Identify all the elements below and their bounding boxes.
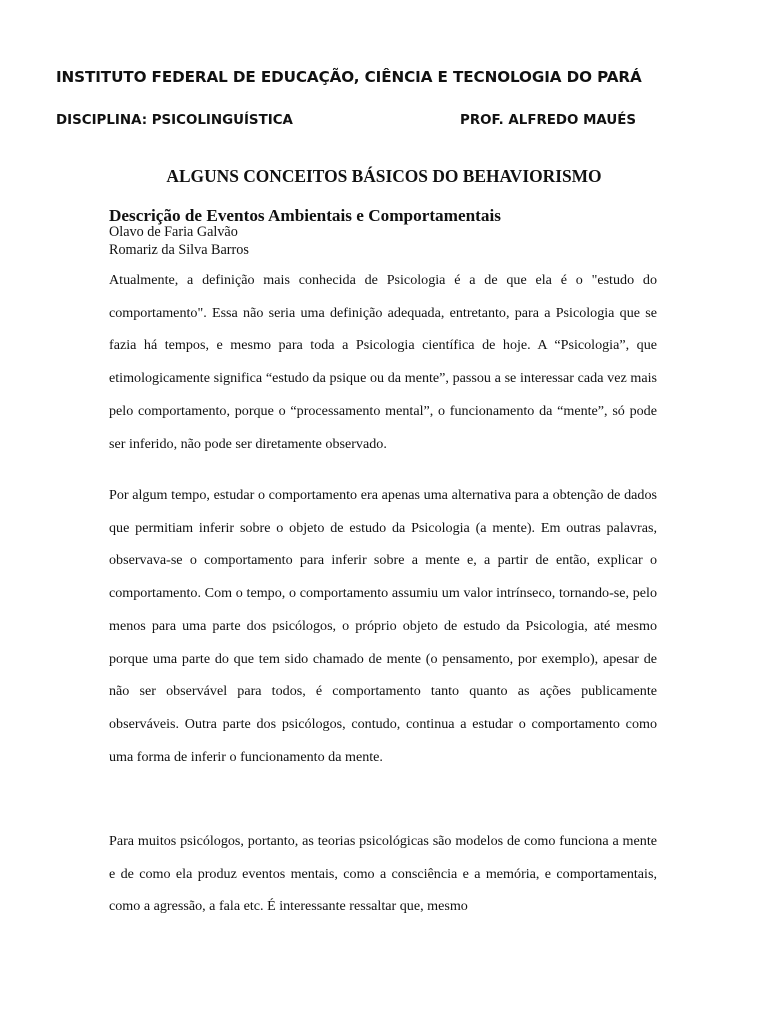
author-name: Olavo de Faria Galvão (109, 224, 238, 240)
body-paragraph: Atualmente, a definição mais conhecida de Psicologia é a de que ela é o "estudo do comportamento". Essa não seria uma definição adequada, entretanto, para a Psicologia que se fazia há tempos, e mesmo para toda a Psicologia científica de hoje. A “Psicologia”, que etimologicamente significa “estudo da psique ou da mente”, passou a se interessar cada vez mais pelo comportamento, porque o “processamento mental”, o funcionamento da “mente”, só pode ser inferido, não pode ser diretamente observado. (109, 272, 657, 452)
discipline-row (56, 113, 656, 128)
institution-heading: INSTITUTO FEDERAL DE EDUCAÇÃO, CIÊNCIA E TECNOLOGIA DO PARÁ (56, 68, 642, 86)
body-paragraph: Por algum tempo, estudar o comportamento era apenas uma alternativa para a obtenção de dados que permitiam inferir sobre o objeto de estudo da Psicologia (a mente). Em outras palavras, observava-se o comportamento para inferir sobre a mente e, a partir de então, explicar o comportamento. Com o tempo, o comportamento assumiu um valor intrínseco, tornando-se, pelo menos para uma parte dos psicólogos, o próprio objeto de estudo da Psicologia, até mesmo porque uma parte do que tem sido chamado de mente (o pensamento, por exemplo), apesar de não ser observável para todos, é comportamento tanto quanto as ações publicamente observáveis. Outra parte dos psicólogos, contudo, continua a estudar o comportamento como uma forma de inferir o funcionamento da mente. (109, 487, 657, 765)
professor-label: PROF. ALFREDO MAUÉS (460, 113, 637, 128)
author-name: Romariz da Silva Barros (109, 242, 249, 258)
discipline-label: DISCIPLINA: PSICOLINGUÍSTICA (56, 113, 293, 128)
body-paragraph: Para muitos psicólogos, portanto, as teorias psicológicas são modelos de como funciona a mente e de como ela produz eventos mentais, como a consciência e a memória, e comportamentais, como a agressão, a fala etc. É interessante ressaltar que, mesmo (109, 833, 657, 915)
document-title: ALGUNS CONCEITOS BÁSICOS DO BEHAVIORISMO (166, 166, 602, 186)
section-title: Descrição de Eventos Ambientais e Comportamentais (109, 206, 501, 225)
